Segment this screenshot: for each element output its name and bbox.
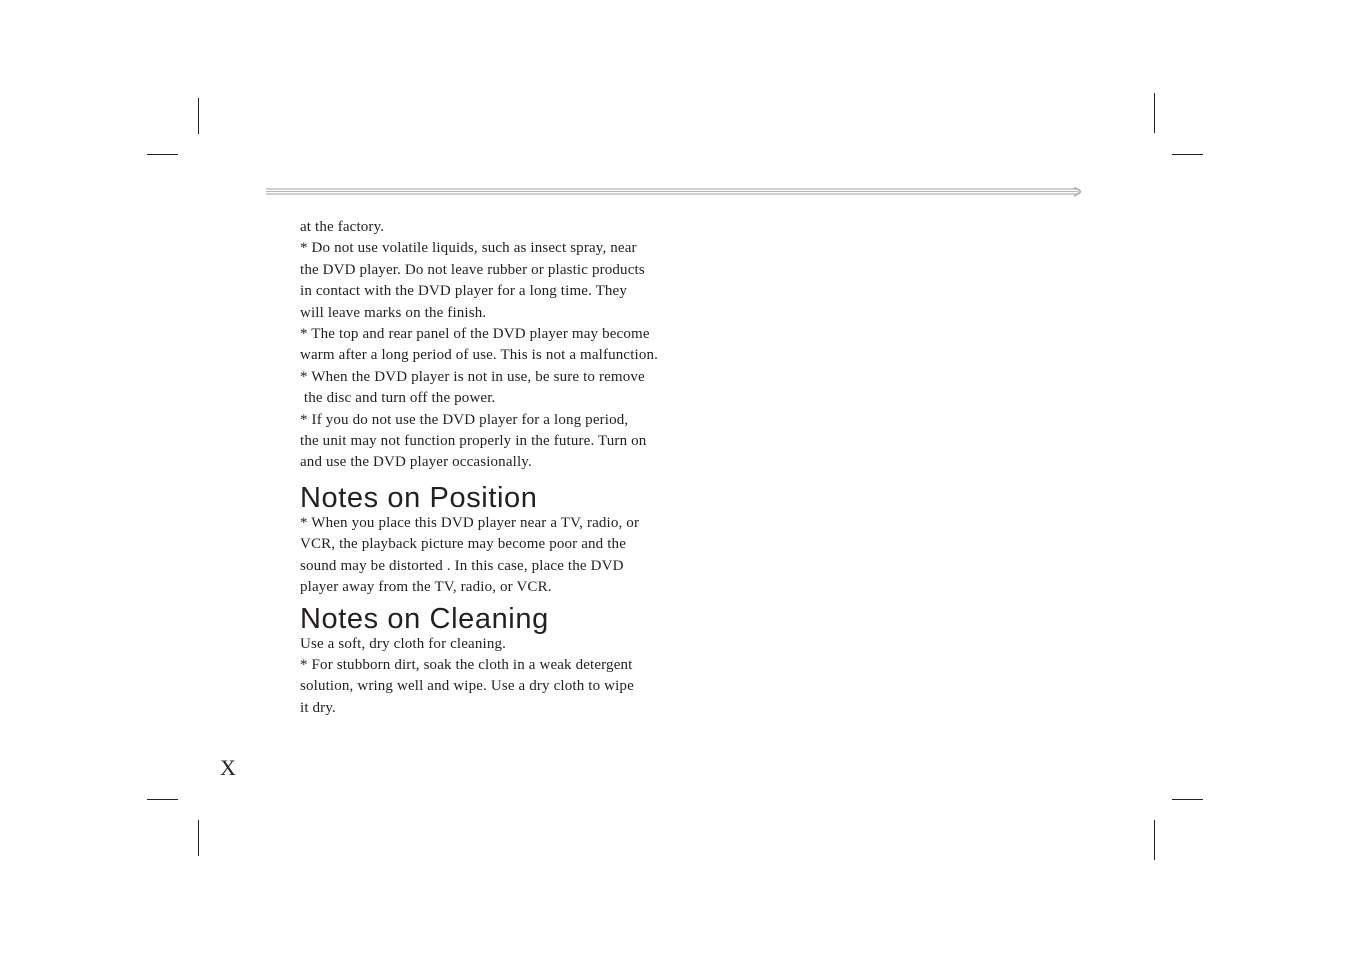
text-line: the disc and turn off the power. [300,390,496,407]
crop-mark-bottom-right-horizontal [1172,799,1203,800]
text-line: the DVD player. Do not leave rubber or plastic products [300,261,645,278]
crop-mark-bottom-left-vertical [198,820,199,856]
position-section-body [300,513,700,599]
text-line: * Do not use volatile liquids, such as insect spray, near [300,240,637,257]
crop-mark-top-right-horizontal [1172,154,1203,155]
text-line: sound may be distorted . In this case, place the DVD [300,557,624,574]
text-line: in contact with the DVD player for a long time. They [300,283,628,300]
text-line: VCR, the playback picture may become poor and the [300,536,626,553]
crop-mark-top-right-vertical [1154,93,1155,133]
text-line: at the factory. [300,219,385,235]
page-number: X [220,755,236,780]
text-line: will leave marks on the finish. [300,304,487,321]
header-rule [266,186,1088,198]
text-line: solution, wring well and wipe. Use a dry cloth to wipe [300,678,634,695]
crop-mark-top-left-vertical [198,98,199,134]
cleaning-section-body [300,634,700,720]
text-line: * When you place this DVD player near a TV, radio, or [300,514,640,531]
text-line: * When the DVD player is not in use, be sure to remove [300,368,645,385]
crop-mark-bottom-right-vertical [1154,820,1155,860]
section-heading-cleaning: Notes on Cleaning [300,602,549,635]
text-line: the unit may not function properly in the future. Turn on [300,433,647,450]
crop-mark-bottom-left-horizontal [147,799,178,800]
text-line: player away from the TV, radio, or VCR. [300,579,552,596]
text-line: warm after a long period of use. This is not a malfunction. [300,347,659,364]
page-content [300,217,700,719]
text-line: and use the DVD player occasionally. [300,454,532,471]
text-line: Use a soft, dry cloth for cleaning. [300,635,507,652]
text-line: * For stubborn dirt, soak the cloth in a weak detergent [300,656,633,673]
intro-text [300,217,700,474]
text-line: it dry. [300,699,336,716]
text-line: * If you do not use the DVD player for a long period, [300,411,629,428]
crop-mark-top-left-horizontal [147,154,178,155]
section-heading-position: Notes on Position [300,481,538,514]
text-line: * The top and rear panel of the DVD player may become [300,326,650,343]
